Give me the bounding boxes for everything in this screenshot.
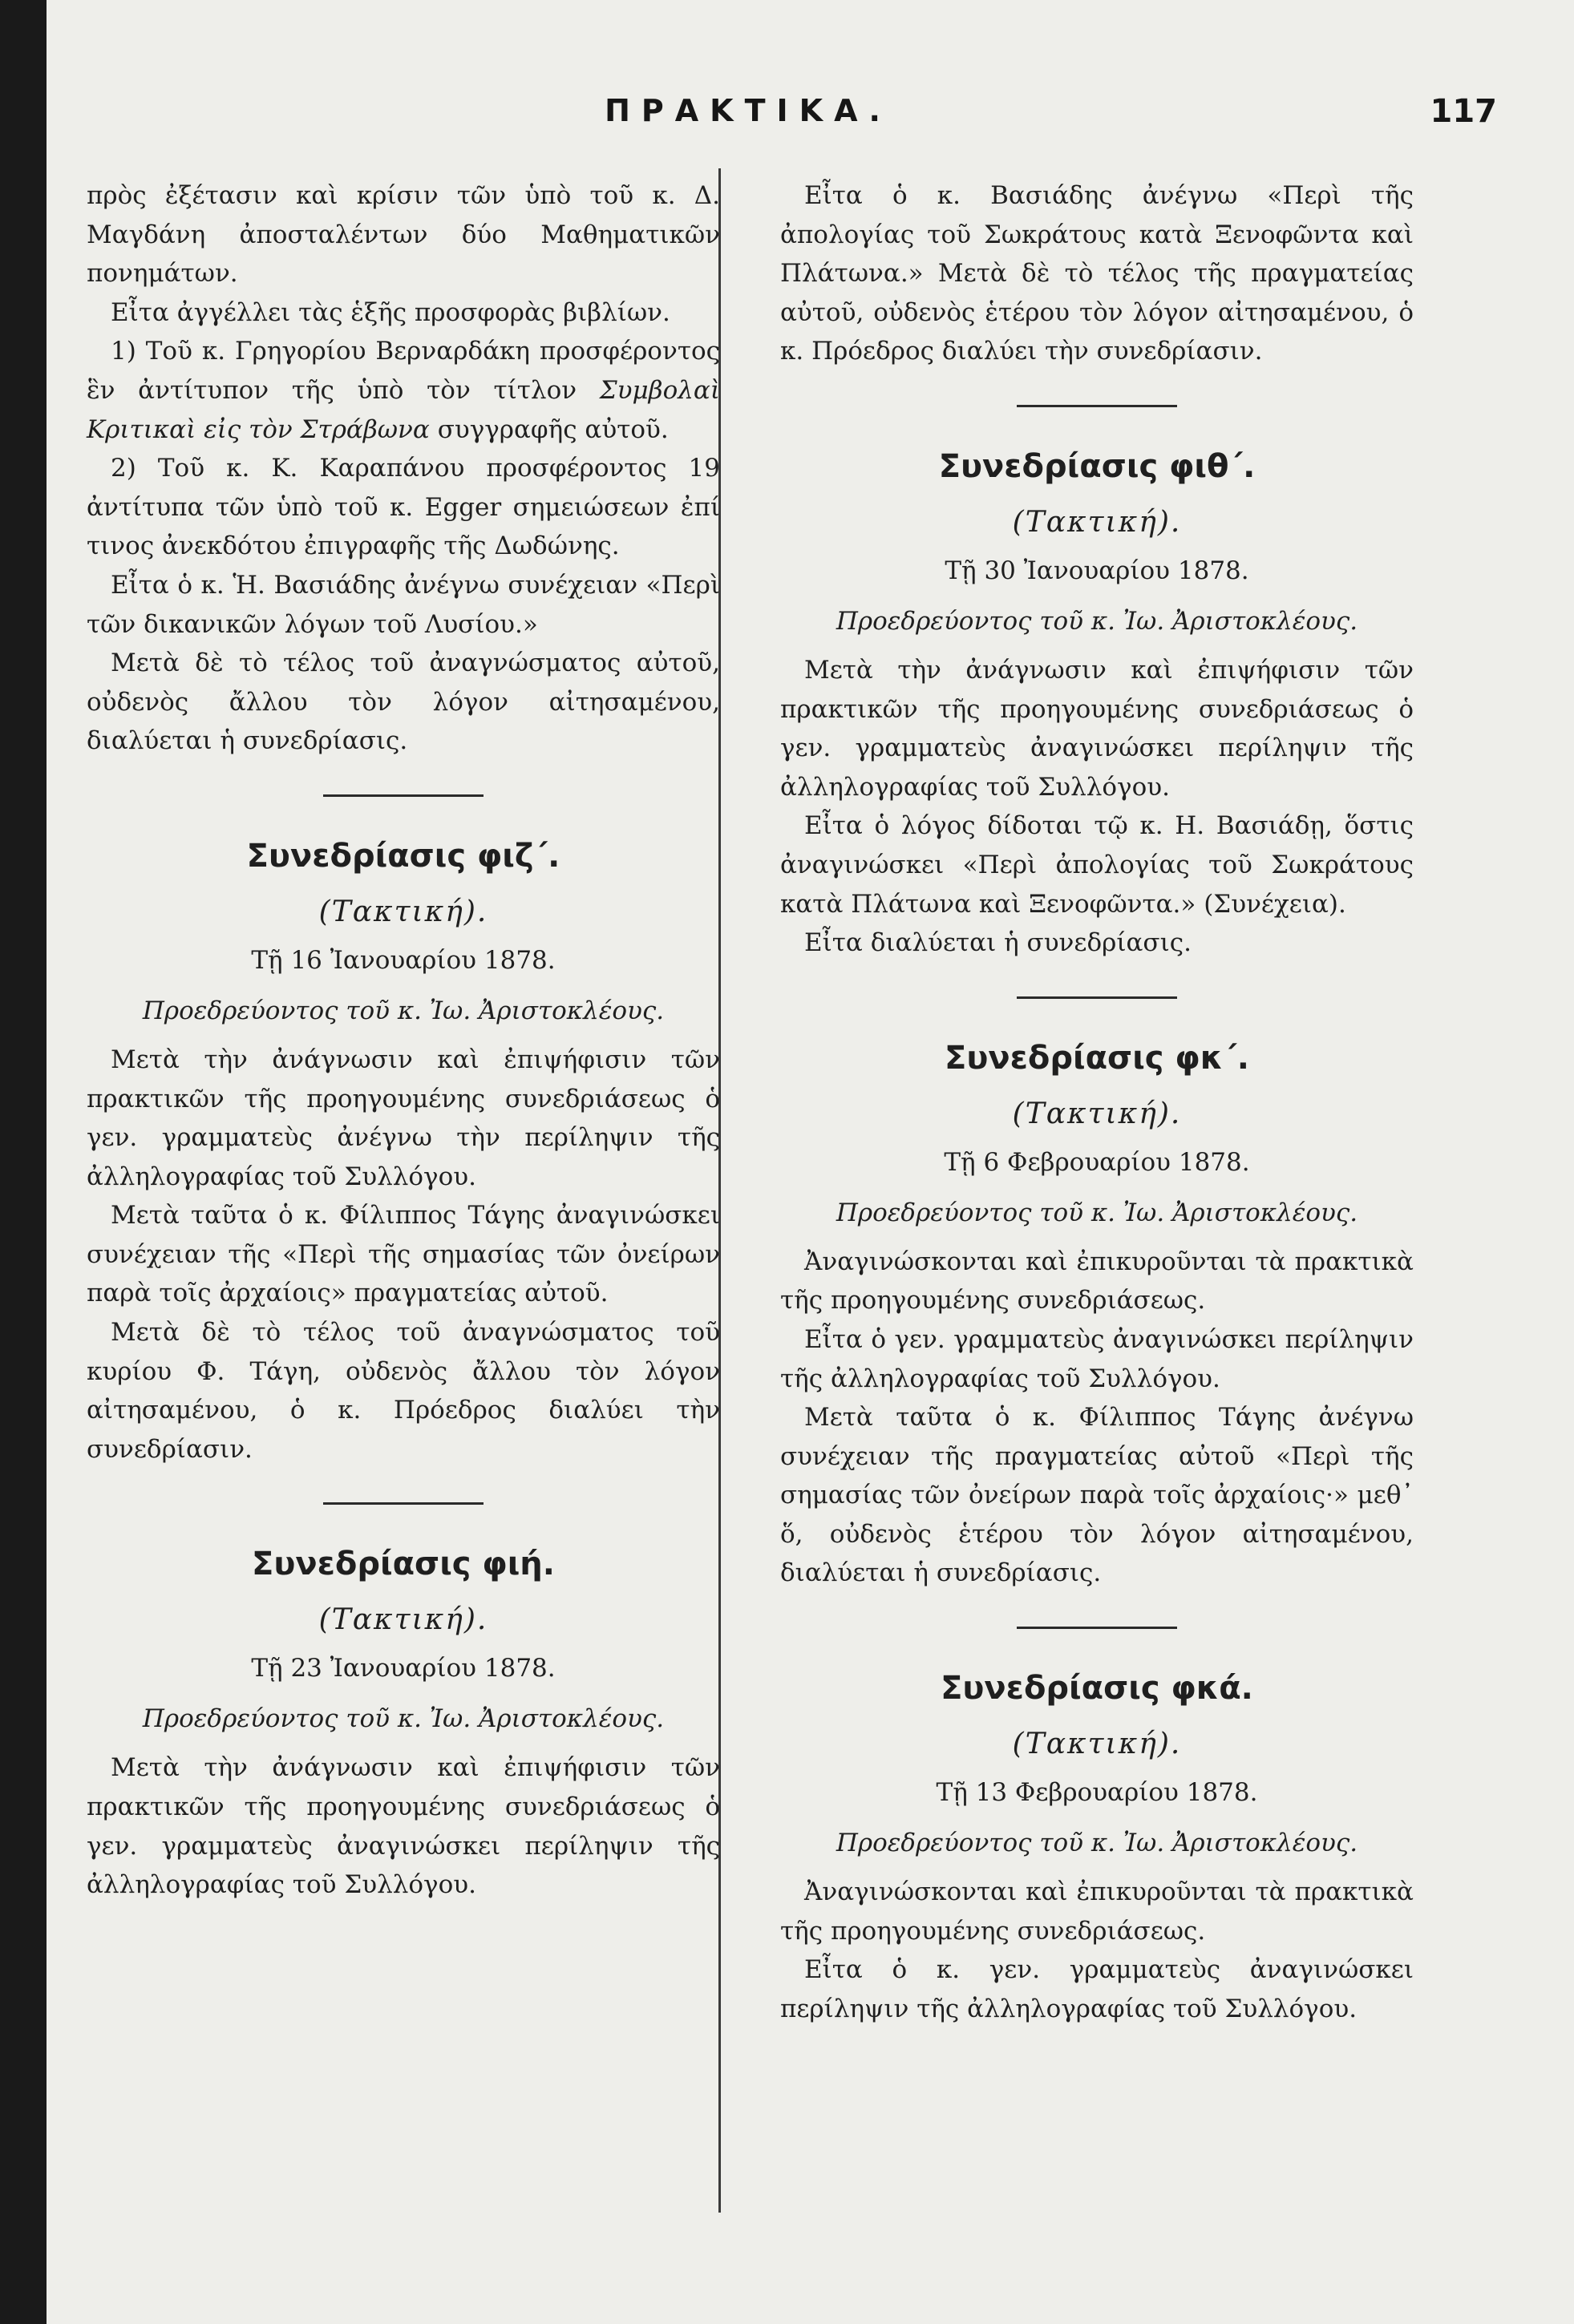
session-title: Συνεδρίασις φιή. [252, 1546, 555, 1583]
paragraph [87, 332, 720, 449]
session-type: (Τακτική). [318, 895, 488, 928]
session-type: (Τακτική). [318, 1603, 488, 1637]
session-title: Συνεδρίασις φιθ΄. [938, 447, 1256, 485]
offer-text: 1) Τοῦ κ. Γρηγορίου Βερναρδάκη προσφέροντος ἓν ἀντίτυπον τῆς ὑπὸ τὸν τίτλον [87, 337, 720, 405]
paragraph: Μετὰ δὲ τὸ τέλος τοῦ ἀναγνώσματος τοῦ κυρίου Φ. Τάγη, οὐδενὸς ἄλλου τὸν λόγον αἰτησαμένου, ὁ κ. Πρόεδρος διαλύει τὴν συνεδρίασιν. [87, 1318, 720, 1464]
paragraph: Ἀναγινώσκονται καὶ ἐπικυροῦνται τὰ πρακτικὰ τῆς προηγουμένης συνεδριάσεως. [780, 1877, 1414, 1946]
section-rule [323, 794, 484, 797]
session-date: Τῇ 23 Ἰανουαρίου 1878. [251, 1654, 556, 1683]
session-chair: Προεδρεύοντος τοῦ κ. Ἰω. Ἀριστοκλέους. [836, 1829, 1358, 1858]
running-head [47, 90, 1574, 138]
paragraph: Εἶτα ὁ λόγος δίδοται τῷ κ. Η. Βασιάδῃ, ὅστις ἀναγινώσκει «Περὶ ἀπολογίας τοῦ Σωκράτους κατὰ Πλάτωνα καὶ Ξενοφῶντα.» (Συνέχεια). [780, 811, 1414, 919]
session-date: Τῇ 13 Φεβρουαρίου 1878. [936, 1778, 1258, 1808]
book-page [47, 0, 1574, 2324]
session-title: Συνεδρίασις φιζ΄. [246, 837, 560, 875]
session-chair: Προεδρεύοντος τοῦ κ. Ἰω. Ἀριστοκλέους. [836, 1198, 1358, 1227]
left-column [87, 176, 720, 1905]
paragraph: Ἀναγινώσκονται καὶ ἐπικυροῦνται τὰ πρακτικὰ τῆς προηγουμένης συνεδριάσεως. [780, 1247, 1414, 1316]
section-rule [1017, 996, 1177, 999]
session-date: Τῇ 16 Ἰανουαρίου 1878. [251, 945, 556, 975]
session-block [87, 1540, 720, 1904]
book-title: Συμβολαὶ Κριτικαὶ εἰς τὸν Στράβωνα [87, 375, 720, 444]
paragraph: Εἶτα διαλύεται ἡ συνεδρίασις. [804, 928, 1192, 958]
paragraph: Μετὰ τὴν ἀνάγνωσιν καὶ ἐπιψήφισιν τῶν πρακτικῶν τῆς προηγουμένης συνεδριάσεως ὁ γεν. γραμματεὺς ἀναγινώσκει περίληψιν τῆς ἀλληλογραφίας τοῦ Συλλόγου. [87, 1753, 720, 1900]
paragraph: Εἶτα ὁ κ. γεν. γραμματεὺς ἀναγινώσκει περίληψιν τῆς ἀλληλογραφίας τοῦ Συλλόγου. [780, 1955, 1414, 2023]
session-chair: Προεδρεύοντος τοῦ κ. Ἰω. Ἀριστοκλέους. [142, 996, 665, 1025]
session-title: Συνεδρίασις φκ΄. [945, 1039, 1249, 1077]
session-type: (Τακτική). [1012, 1097, 1182, 1130]
right-column [780, 176, 1414, 2028]
session-chair: Προεδρεύοντος τοῦ κ. Ἰω. Ἀριστοκλέους. [836, 606, 1358, 636]
page-number: 117 [1430, 93, 1497, 130]
session-type: (Τακτική). [1012, 1728, 1182, 1761]
session-block [87, 832, 720, 1469]
session-chair: Προεδρεύοντος τοῦ κ. Ἰω. Ἀριστοκλέους. [142, 1704, 665, 1734]
paragraph: Μετὰ τὴν ἀνάγνωσιν καὶ ἐπιψήφισιν τῶν πρακτικῶν τῆς προηγουμένης συνεδριάσεως ὁ γεν. γραμματεὺς ἀναγινώσκει περίληψιν τῆς ἀλληλογραφίας τοῦ Συλλόγου. [780, 655, 1414, 802]
offer-text-tail: συγγραφῆς αὐτοῦ. [437, 414, 669, 444]
session-type: (Τακτική). [1012, 505, 1182, 539]
paragraph: 2) Τοῦ κ. Κ. Καραπάνου προσφέροντος 19 ἀντίτυπα τῶν ὑπὸ τοῦ κ. Egger σημειώσεων ἐπί τινος ἀνεκδότου ἐπιγραφῆς τῆς Δωδώνης. [87, 454, 720, 561]
session-date: Τῇ 30 Ἰανουαρίου 1878. [945, 556, 1249, 585]
paragraph: Μετὰ δὲ τὸ τέλος τοῦ ἀναγνώσματος αὐτοῦ, οὐδενὸς ἄλλου τὸν λόγον αἰτησαμένου, διαλύεται ἡ συνεδρίασις. [87, 649, 720, 756]
section-rule [1017, 1627, 1177, 1629]
section-rule [323, 1502, 484, 1505]
session-block [780, 1034, 1414, 1593]
running-head-title: ΠΡΑΚΤΙΚΑ. [605, 93, 892, 128]
paragraph: Εἶτα ἀγγέλλει τὰς ἑξῆς προσφορὰς βιβλίων. [111, 297, 670, 327]
paragraph: Μετὰ τὴν ἀνάγνωσιν καὶ ἐπιψήφισιν τῶν πρακτικῶν τῆς προηγουμένης συνεδριάσεως ὁ γεν. γραμματεὺς ἀνέγνω τὴν περίληψιν τῆς ἀλληλογραφίας τοῦ Συλλόγου. [87, 1045, 720, 1191]
paragraph: Εἶτα ὁ κ. Βασιάδης ἀνέγνω «Περὶ τῆς ἀπολογίας τοῦ Σωκράτους κατὰ Ξενοφῶντα καὶ Πλάτωνα.» Μετὰ δὲ τὸ τέλος τῆς πραγματείας αὐτοῦ, οὐδενὸς ἑτέρου τὸν λόγον αἰτησαμένου, ὁ κ. Πρόεδρος διαλύει τὴν συνεδρίασιν. [780, 181, 1414, 366]
paragraph: Εἶτα ὁ γεν. γραμματεὺς ἀναγινώσκει περίληψιν τῆς ἀλληλογραφίας τοῦ Συλλόγου. [780, 1324, 1414, 1393]
session-block [780, 1664, 1414, 2028]
paragraph: Εἶτα ὁ κ. Ἡ. Βασιάδης ἀνέγνω συνέχειαν «Περὶ τῶν δικανικῶν λόγων τοῦ Λυσίου.» [87, 570, 720, 639]
paragraph: Μετὰ ταῦτα ὁ κ. Φίλιππος Τάγης ἀναγινώσκει συνέχειαν τῆς «Περὶ τῆς σημασίας τῶν ὀνείρων παρὰ τοῖς ἀρχαίοις» πραγματείας αὐτοῦ. [87, 1201, 720, 1308]
session-date: Τῇ 6 Φεβρουαρίου 1878. [944, 1147, 1250, 1177]
session-title: Συνεδρίασις φκά. [941, 1670, 1253, 1708]
paragraph: πρὸς ἐξέτασιν καὶ κρίσιν τῶν ὑπὸ τοῦ κ. Δ. Μαγδάνη ἀποσταλέντων δύο Μαθηματικῶν πονημάτων. [87, 181, 720, 289]
section-rule [1017, 405, 1177, 407]
paragraph: Μετὰ ταῦτα ὁ κ. Φίλιππος Τάγης ἀνέγνω συνέχειαν τῆς πραγματείας αὐτοῦ «Περὶ τῆς σημασίας τῶν ὀνείρων παρὰ τοῖς ἀρχαίοις·» μεθ᾽ ὅ, οὐδενὸς ἑτέρου τὸν λόγον αἰτησαμένου, διαλύεται ἡ συνεδρίασις. [780, 1403, 1414, 1588]
session-block [780, 443, 1414, 963]
